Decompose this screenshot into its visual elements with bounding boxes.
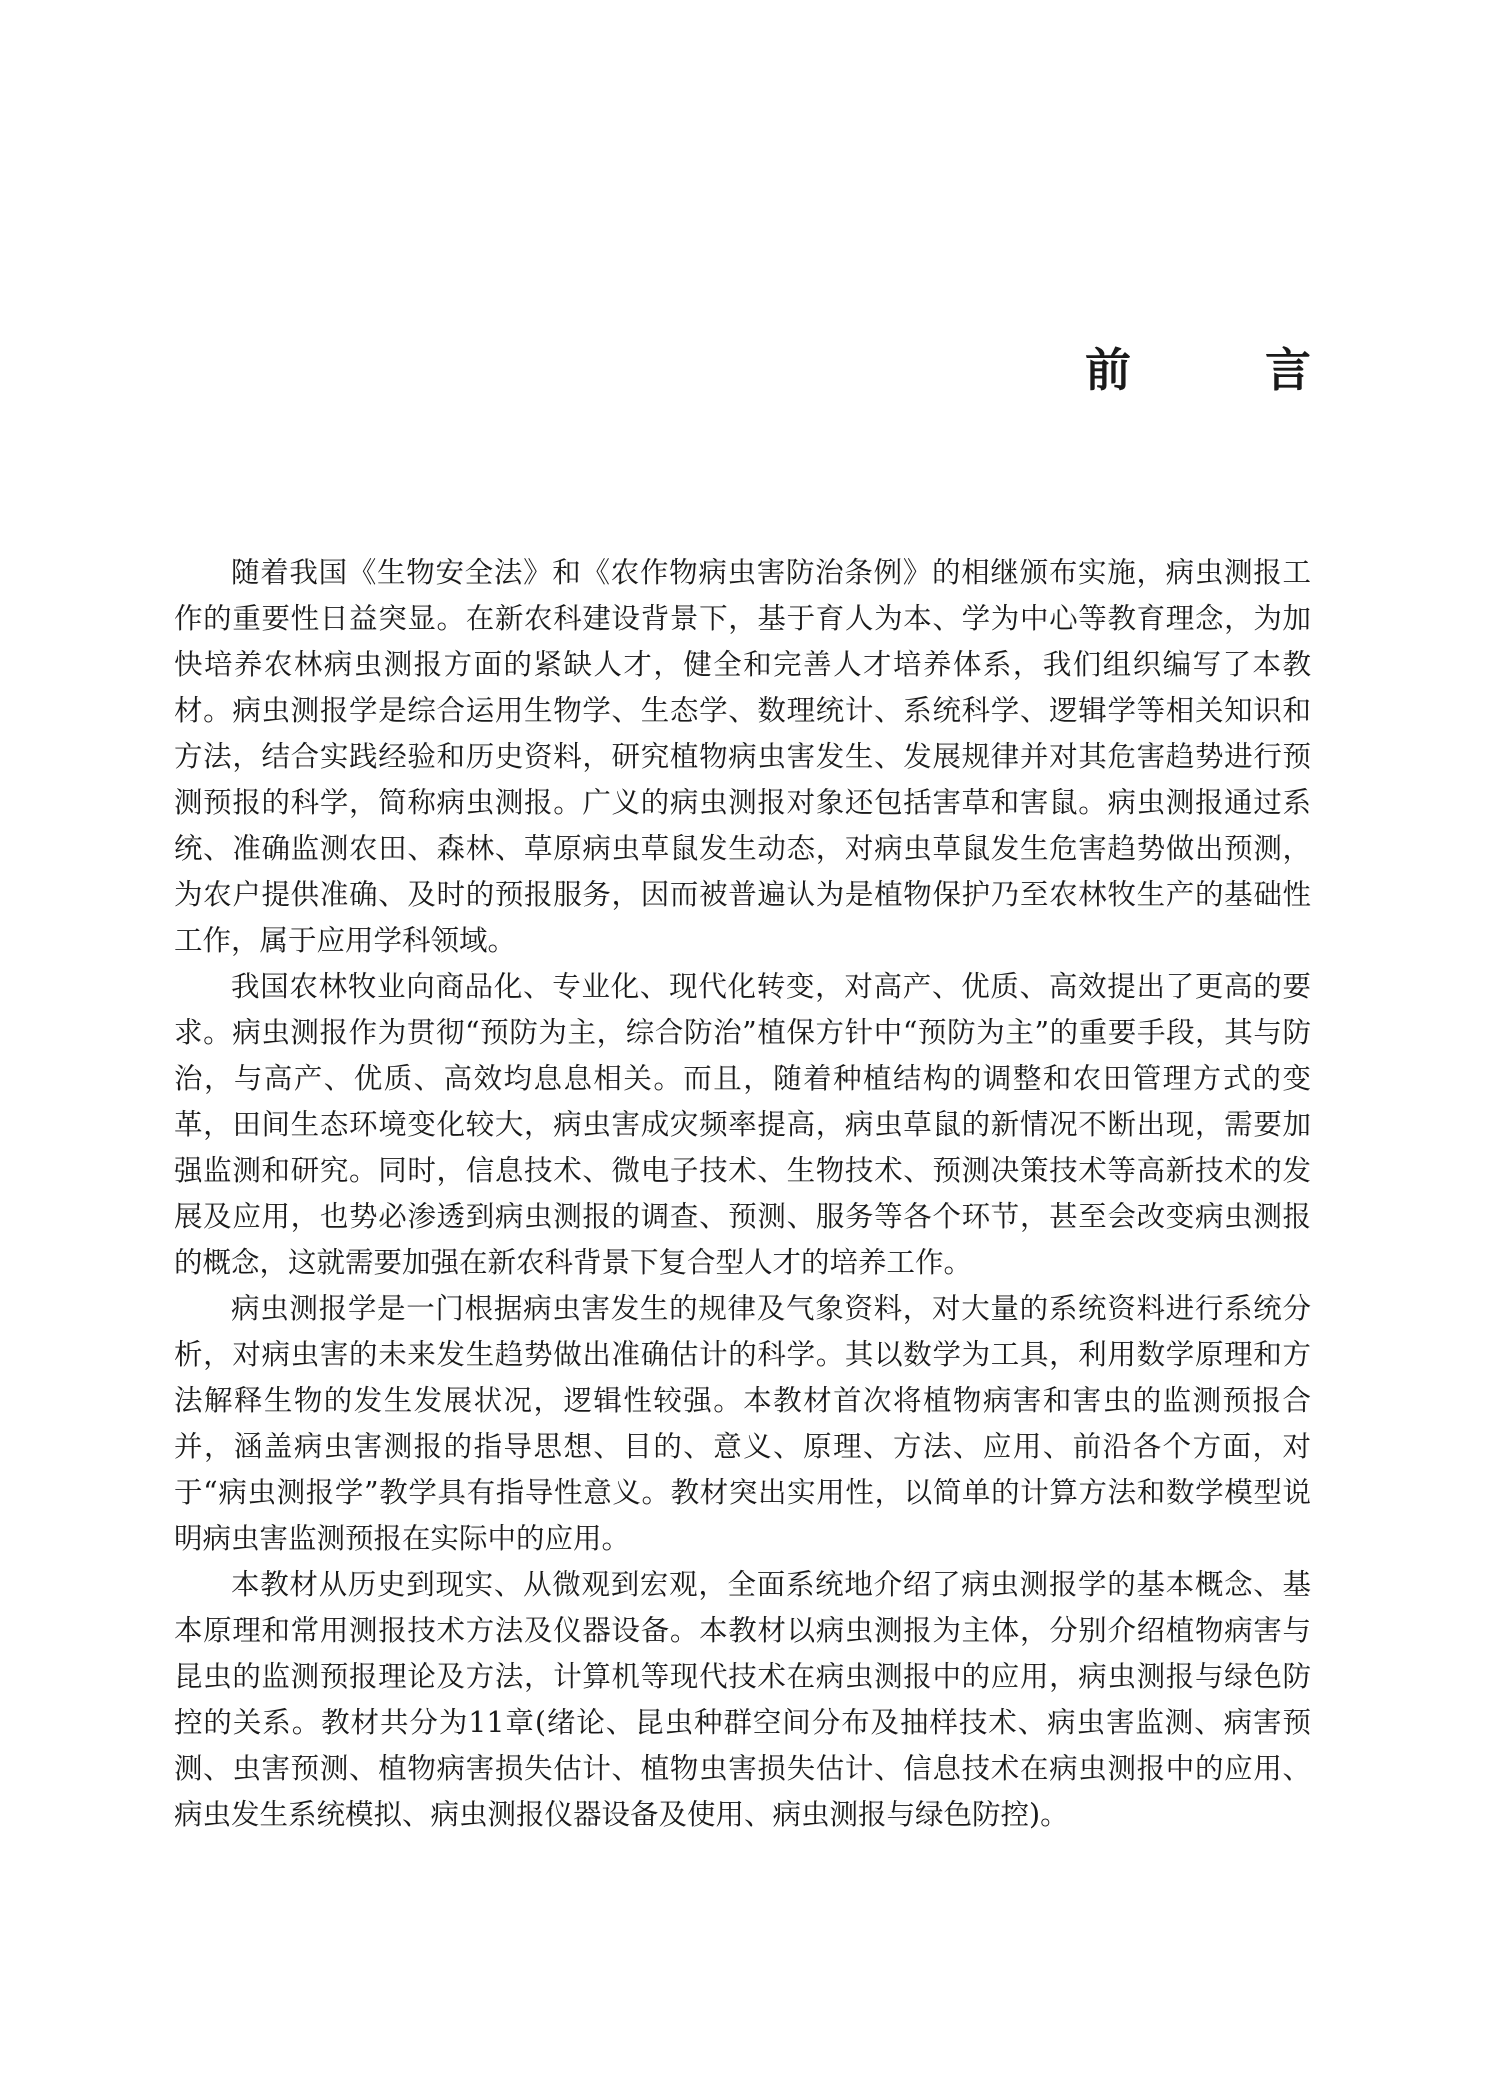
preface-body: [174, 550, 1311, 1838]
paragraph: 随着我国《生物安全法》和《农作物病虫害防治条例》的相继颁布实施，病虫测报工作的重要性日益突显。在新农科建设背景下，基于育人为本、学为中心等教育理念，为加快培养农林病虫测报方面的紧缺人才，健全和完善人才培养体系，我们组织编写了本教材。病虫测报学是综合运用生物学、生态学、数理统计、系统科学、逻辑学等相关知识和方法，结合实践经验和历史资料，研究植物病虫害发生、发展规律并对其危害趋势进行预测预报的科学，简称病虫测报。广义的病虫测报对象还包括害草和害鼠。病虫测报通过系统、准确监测农田、森林、草原病虫草鼠发生动态，对病虫草鼠发生危害趋势做出预测，为农户提供准确、及时的预报服务，因而被普遍认为是植物保护乃至农林牧生产的基础性工作，属于应用学科领域。: [174, 556, 1311, 957]
page-title: 前 言: [1085, 343, 1355, 397]
paragraph: 病虫测报学是一门根据病虫害发生的规律及气象资料，对大量的系统资料进行系统分析，对病虫害的未来发生趋势做出准确估计的科学。其以数学为工具，利用数学原理和方法解释生物的发生发展状况，逻辑性较强。本教材首次将植物病害和害虫的监测预报合并，涵盖病虫害测报的指导思想、目的、意义、原理、方法、应用、前沿各个方面，对于“病虫测报学”教学具有指导性意义。教材突出实用性，以简单的计算方法和数学模型说明病虫害监测预报在实际中的应用。: [174, 1292, 1311, 1555]
paragraph: 本教材从历史到现实、从微观到宏观，全面系统地介绍了病虫测报学的基本概念、基本原理和常用测报技术方法及仪器设备。本教材以病虫测报为主体，分别介绍植物病害与昆虫的监测预报理论及方法，计算机等现代技术在病虫测报中的应用，病虫测报与绿色防控的关系。教材共分为11章(绪论、昆虫种群空间分布及抽样技术、病虫害监测、病害预测、虫害预测、植物病害损失估计、植物虫害损失估计、信息技术在病虫测报中的应用、病虫发生系统模拟、病虫测报仪器设备及使用、病虫测报与绿色防控)。: [174, 1568, 1311, 1831]
paragraph: 我国农林牧业向商品化、专业化、现代化转变，对高产、优质、高效提出了更高的要求。病虫测报作为贯彻“预防为主，综合防治”植保方针中“预防为主”的重要手段，其与防治，与高产、优质、高效均息息相关。而且，随着种植结构的调整和农田管理方式的变革，田间生态环境变化较大，病虫害成灾频率提高，病虫草鼠的新情况不断出现，需要加强监测和研究。同时，信息技术、微电子技术、生物技术、预测决策技术等高新技术的发展及应用，也势必渗透到病虫测报的调查、预测、服务等各个环节，甚至会改变病虫测报的概念，这就需要加强在新农科背景下复合型人才的培养工作。: [174, 970, 1311, 1279]
